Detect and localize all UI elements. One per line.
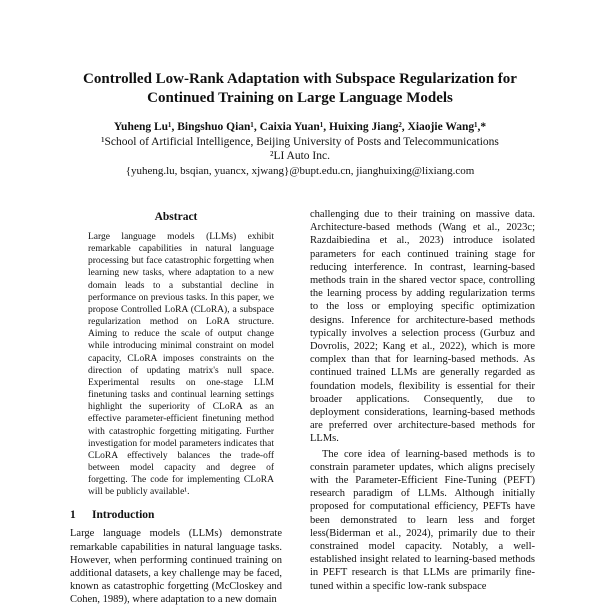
section-heading-introduction [70, 508, 278, 522]
section-title: Introduction [92, 509, 155, 522]
intro-paragraph-continued: challenging due to their training on massive data. Architecture-based methods (Wang et al., 2023c; Razdaibiedina et al., 2023) introduce isolated parameters for each continued training stage for reducing interference. In contrast, learning-based methods train in the shared vector space, controlling the learning process by adding regularization terms to the loss or employing specific optimization designs. Inference for architecture-based methods typically involves a selection process (Gurbuz and Dovrolis, 2022; Kang et al., 2022), which is more complex than that for learning-based methods. As continued trained LLMs are generally regarded as foundation models, flexibility is essential for their broader applications. Consequently, due to deployment considerations, learning-based methods are preferred over architecture-based methods for LLMs. [310, 209, 535, 445]
intro-paragraph-core-idea: The core idea of learning-based methods is to constrain parameter updates, which aligns precisely with the Parameter-Efficient Fine-Tuning (PEFT) research paradigm of LLMs. Although initially proposed for computational efficiency, PEFTs have been demonstrated to learn less and forget less(Biderman et al., 2024), primarily due to their constrained model capacity. Notably, a well-established insight related to learning-based methods in PEFT research is that LLMs are primarily fine-tuned within a specific low-rank subspace [310, 448, 535, 592]
right-column [310, 208, 535, 593]
abstract-heading: Abstract [154, 211, 198, 223]
intro-paragraph-left: Large language models (LLMs) demonstrate remarkable capabilities in natural language tasks. However, when performing continued training on additional datasets, a key challenge may be faced, known as catastrophic forgetting (McCloskey and Cohen, 1989), where adaptation to a new domain [70, 528, 282, 606]
affiliation-2: ²LI Auto Inc. [270, 150, 330, 162]
abstract-text: Large language models (LLMs) exhibit remarkable capabilities in natural language processing but face catastrophic forgetting when learning new tasks, where adaptation to a new domain leads to a substantial decline in performance on previous tasks. In this paper, we propose Controlled LoRA (CLoRA), a subspace regularization method on LoRA structure. Aiming to reduce the scale of output change while introducing minimal constraint on model capacity, CLoRA imposes constraints on the direction of updating matrix's null space. Experimental results on one-stage LLM finetuning tasks and continual learning settings highlight the superiority of CLoRA as an effective parameter-efficient finetuning method with catastrophic forgetting mitigating. Further investigation for model parameters indicates that CLoRA effectively balances the trade-off between model capacity and degree of forgetting. The code for implementing CLoRA will be publicly available¹. [88, 232, 274, 498]
title-line-2: Continued Training on Large Language Models [147, 90, 453, 106]
section-number: 1 [70, 509, 76, 522]
paper-title [40, 70, 560, 108]
author-emails: {yuheng.lu, bsqian, yuancx, xjwang}@bupt.edu.cn, jianghuixing@lixiang.com [125, 165, 475, 177]
author-list: Yuheng Lu¹, Bingshuo Qian¹, Caixia Yuan¹, Huixing Jiang², Xiaojie Wang¹,* [113, 121, 487, 133]
affiliation-1: ¹School of Artificial Intelligence, Beijing University of Posts and Telecommunications [101, 136, 499, 148]
left-column [70, 210, 282, 607]
title-line-1: Controlled Low-Rank Adaptation with Subspace Regularization for [83, 71, 517, 87]
